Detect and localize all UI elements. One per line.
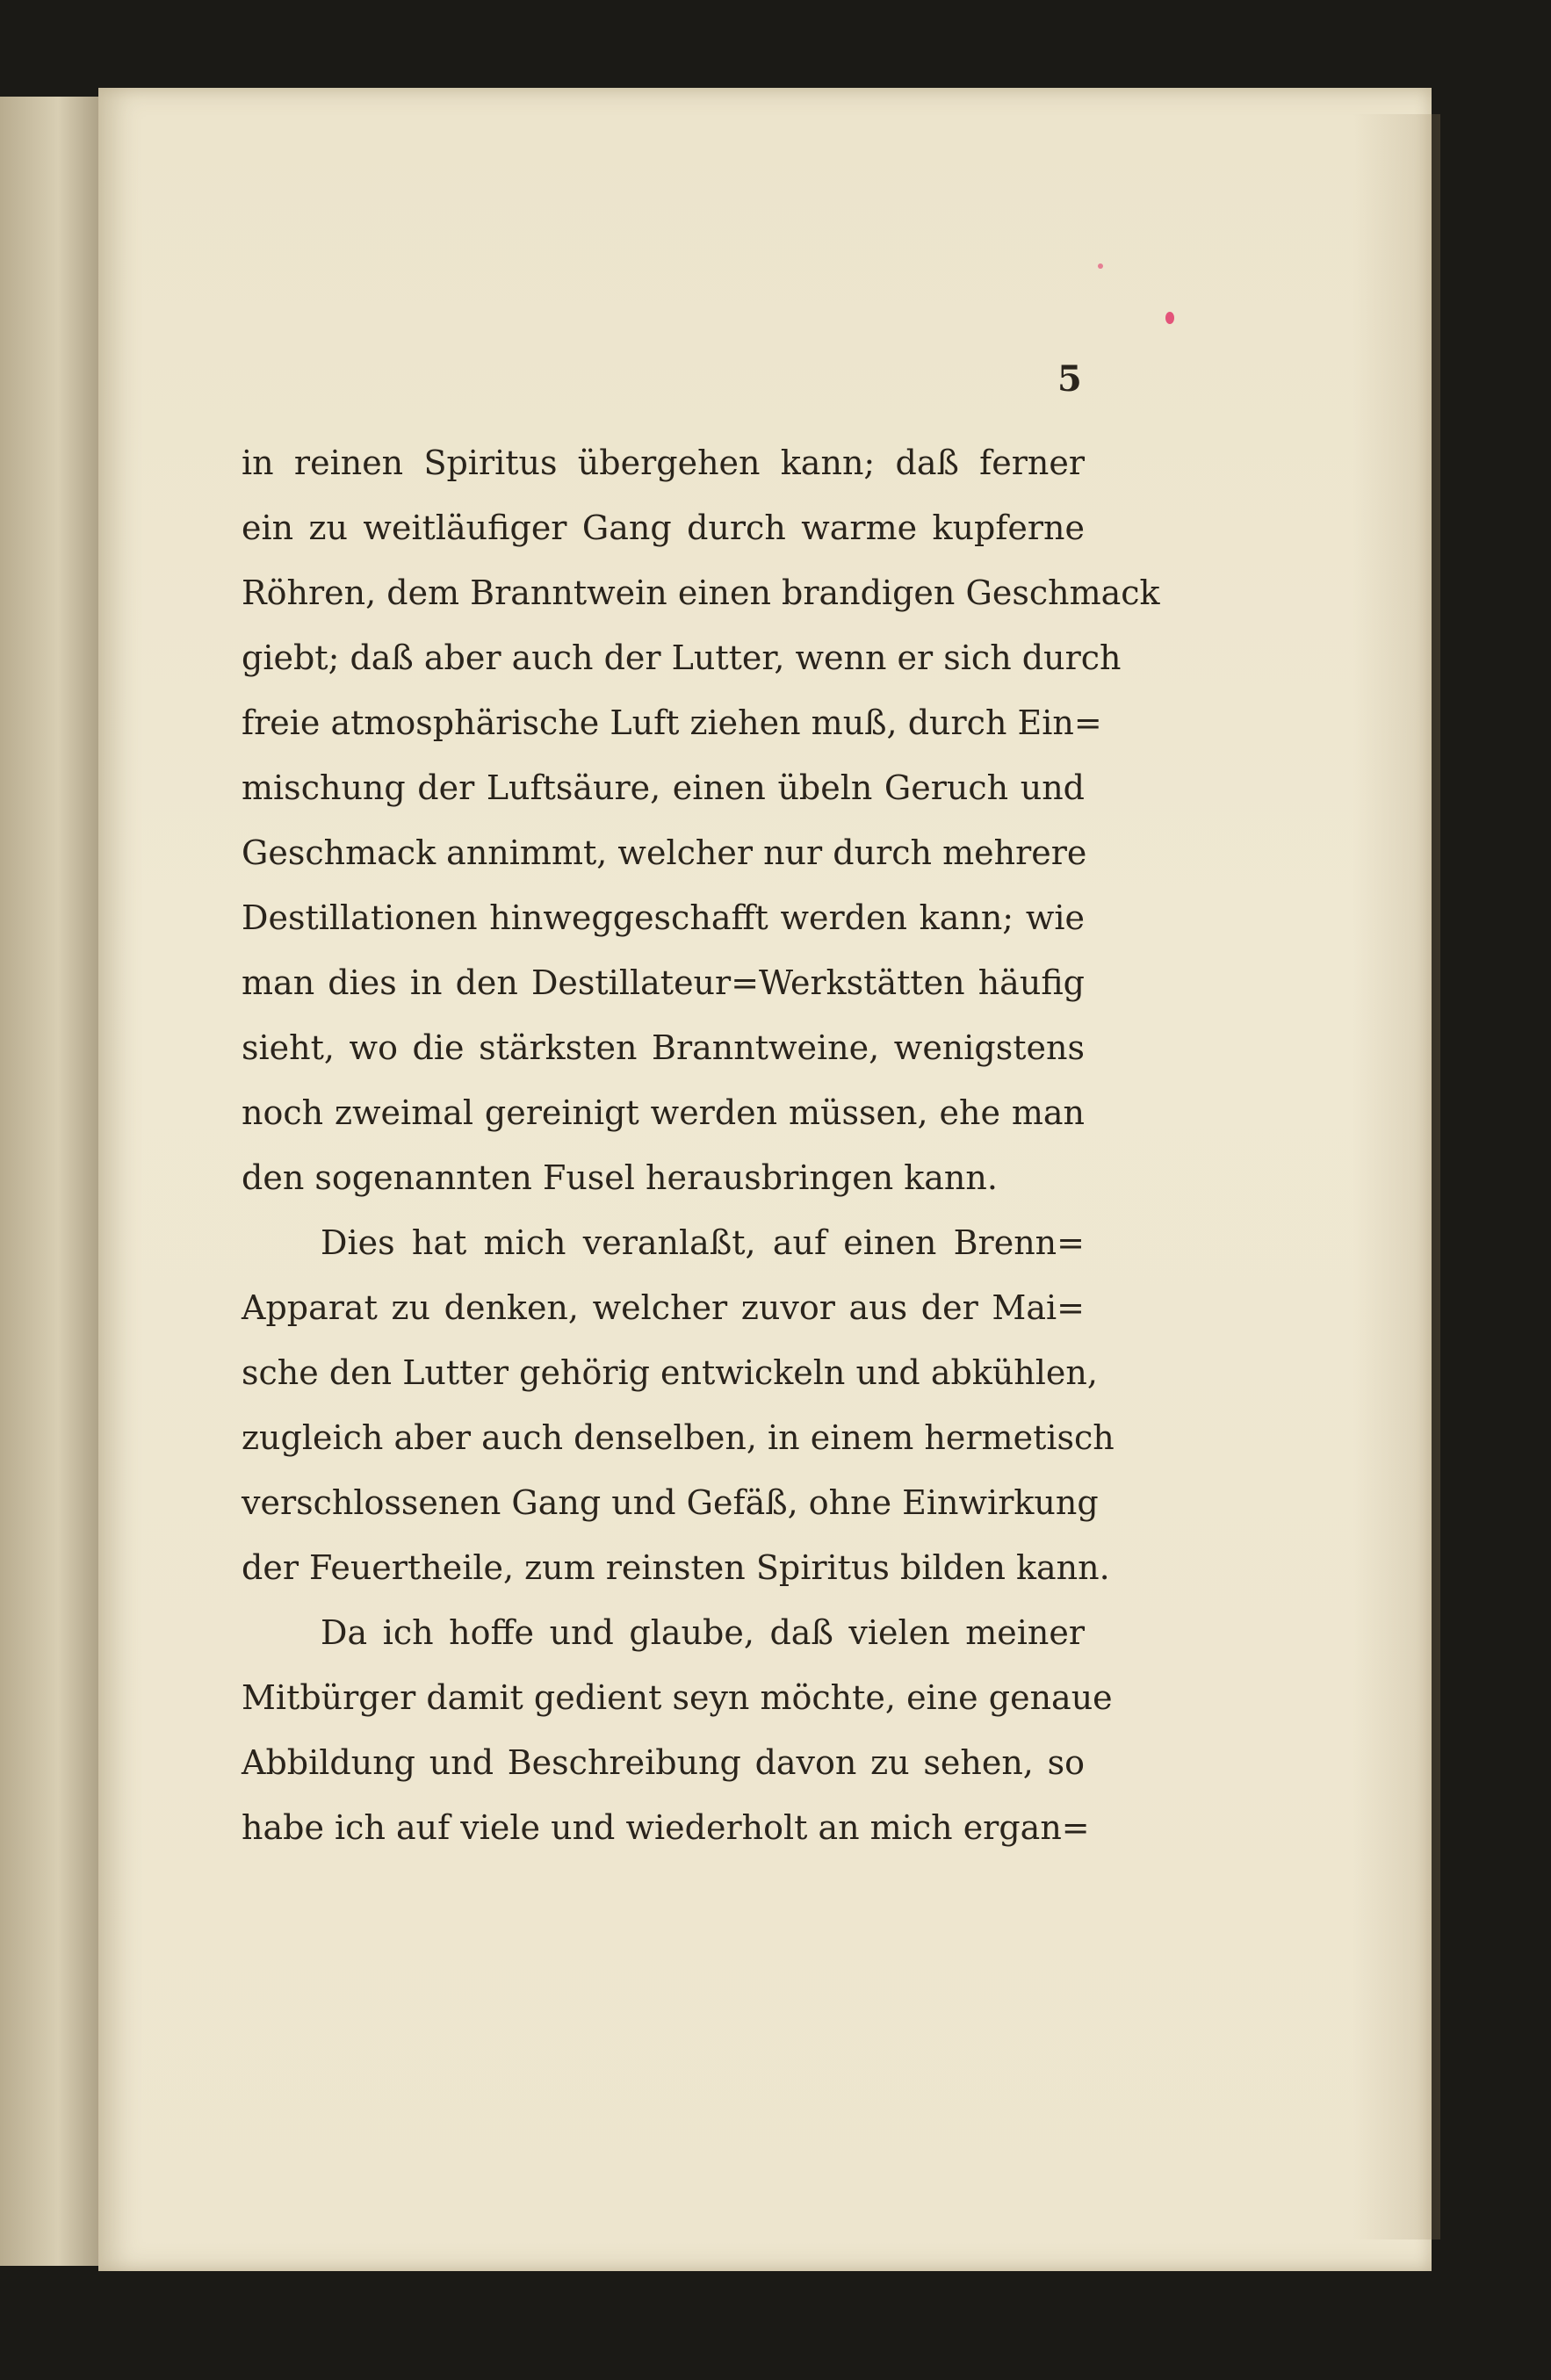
text-line: ein zu weitläufiger Gang durch warme kupferne [242, 508, 1085, 547]
text-line: giebt; daß aber auch der Lutter, wenn er sich durch [242, 638, 1122, 677]
text-line: verschlossenen Gang und Gefäß, ohne Einwirkung [242, 1483, 1099, 1522]
body-text [242, 430, 1160, 1860]
page-number: 5 [1057, 358, 1082, 400]
text-line: man dies in den Destillateur=Werkstätten häufig [242, 963, 1085, 1002]
text-line: Apparat zu denken, welcher zuvor aus der Mai= [242, 1288, 1085, 1327]
text-line: Röhren, dem Branntwein einen brandigen Geschmack [242, 573, 1160, 612]
text-line: Dies hat mich veranlaßt, auf einen Brenn= [321, 1223, 1085, 1262]
text-line: Mitbürger damit gedient seyn möchte, eine genaue [242, 1678, 1113, 1717]
text-line: Abbildung und Beschreibung davon zu sehen, so [242, 1743, 1085, 1782]
text-line: habe ich auf viele und wiederholt an mich ergan= [242, 1808, 1090, 1847]
text-line: sieht, wo die stärksten Branntweine, wenigstens [242, 1028, 1085, 1067]
ink-spot [1098, 263, 1103, 269]
text-line: Destillationen hinweggeschafft werden kann; wie [242, 898, 1085, 937]
text-line: zugleich aber auch denselben, in einem hermetisch [242, 1418, 1115, 1457]
text-line: den sogenannten Fusel herausbringen kann. [242, 1158, 998, 1197]
text-line: freie atmosphärische Luft ziehen muß, durch Ein= [242, 703, 1102, 742]
text-line: mischung der Luftsäure, einen übeln Geruch und [242, 768, 1085, 807]
page-edge-shading [1353, 114, 1440, 2239]
text-line: noch zweimal gereinigt werden müssen, ehe man [242, 1093, 1085, 1132]
text-line: sche den Lutter gehörig entwickeln und abkühlen, [242, 1353, 1098, 1392]
text-line: Geschmack annimmt, welcher nur durch mehrere [242, 833, 1087, 872]
facing-page-edge [0, 97, 105, 2266]
text-line: in reinen Spiritus übergehen kann; daß ferner [242, 444, 1085, 482]
text-line: Da ich hoffe und glaube, daß vielen meiner [321, 1613, 1085, 1652]
text-line: der Feuertheile, zum reinsten Spiritus bilden kann. [242, 1548, 1110, 1587]
ink-spot [1165, 312, 1174, 324]
